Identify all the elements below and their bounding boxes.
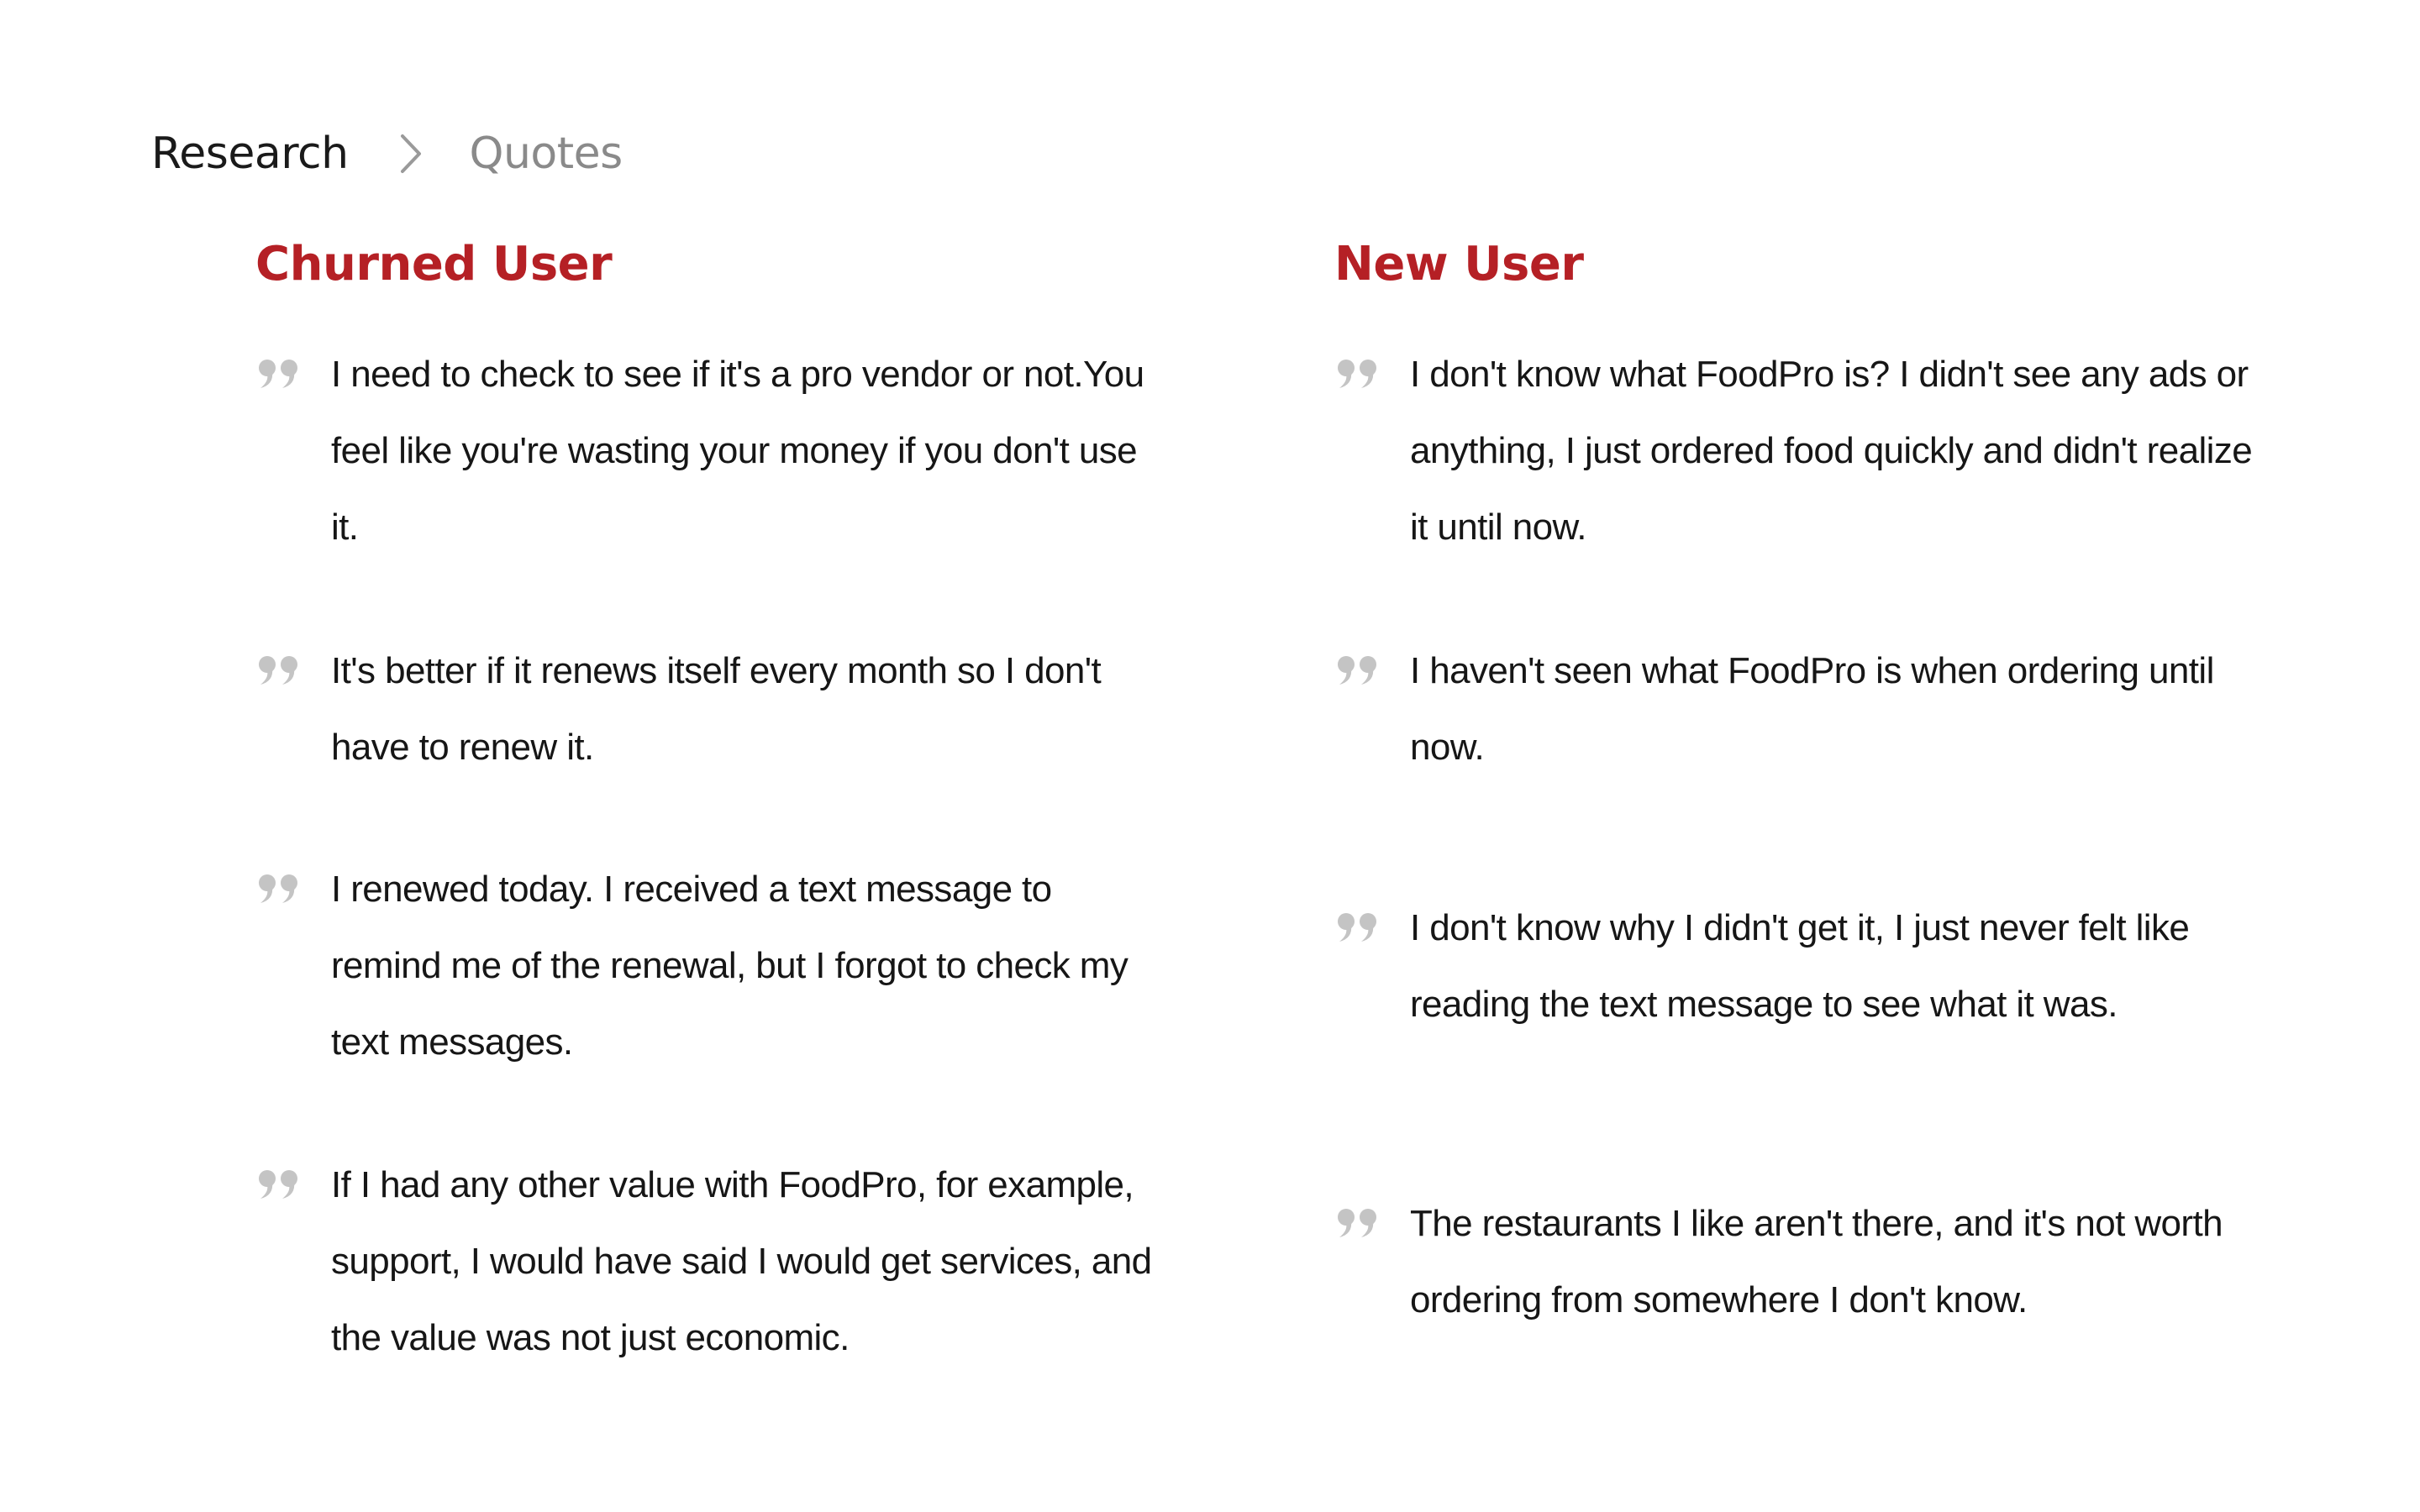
quote-text: I haven't seen what FoodPro is when ordering until now. — [1410, 650, 2214, 768]
quote-icon — [1336, 910, 1381, 943]
quote-text: If I had any other value with FoodPro, for example, support, I would have said I would get services, and the value was not just economic. — [331, 1164, 1152, 1358]
quote-text: The restaurants I like aren't there, and it's not worth ordering from somewhere I don't know. — [1410, 1203, 2223, 1320]
quote-icon — [1336, 356, 1381, 390]
quote-icon — [257, 356, 302, 390]
quote-text: I need to check to see if it's a pro vendor or not.You feel like you're wasting your money if you don't use it. — [331, 354, 1144, 548]
quote-icon — [1336, 1205, 1381, 1239]
churned-user-column — [255, 235, 1180, 1358]
chevron-right-icon — [386, 129, 434, 178]
quote-text: It's better if it renews itself every month so I don't have to renew it. — [331, 650, 1102, 768]
new-user-column — [1334, 235, 2259, 1320]
quote-text: I don't know what FoodPro is? I didn't see any ads or anything, I just ordered food quickly and didn't realize it until now. — [1410, 354, 2253, 548]
churned-user-heading: Churned User — [255, 237, 613, 291]
breadcrumb-quotes[interactable]: Quotes — [469, 129, 623, 179]
breadcrumb-research[interactable]: Research — [151, 129, 349, 179]
quote-icon — [1336, 653, 1381, 686]
quote-icon — [257, 871, 302, 905]
quote-text: I don't know why I didn't get it, I just never felt like reading the text message to see what it was. — [1410, 907, 2190, 1025]
quote-icon — [257, 1167, 302, 1200]
breadcrumb — [151, 124, 623, 183]
new-user-heading: New User — [1334, 237, 1584, 291]
quote-text: I renewed today. I received a text message to remind me of the renewal, but I forgot to check my text messages. — [331, 869, 1128, 1063]
quote-icon — [257, 653, 302, 686]
